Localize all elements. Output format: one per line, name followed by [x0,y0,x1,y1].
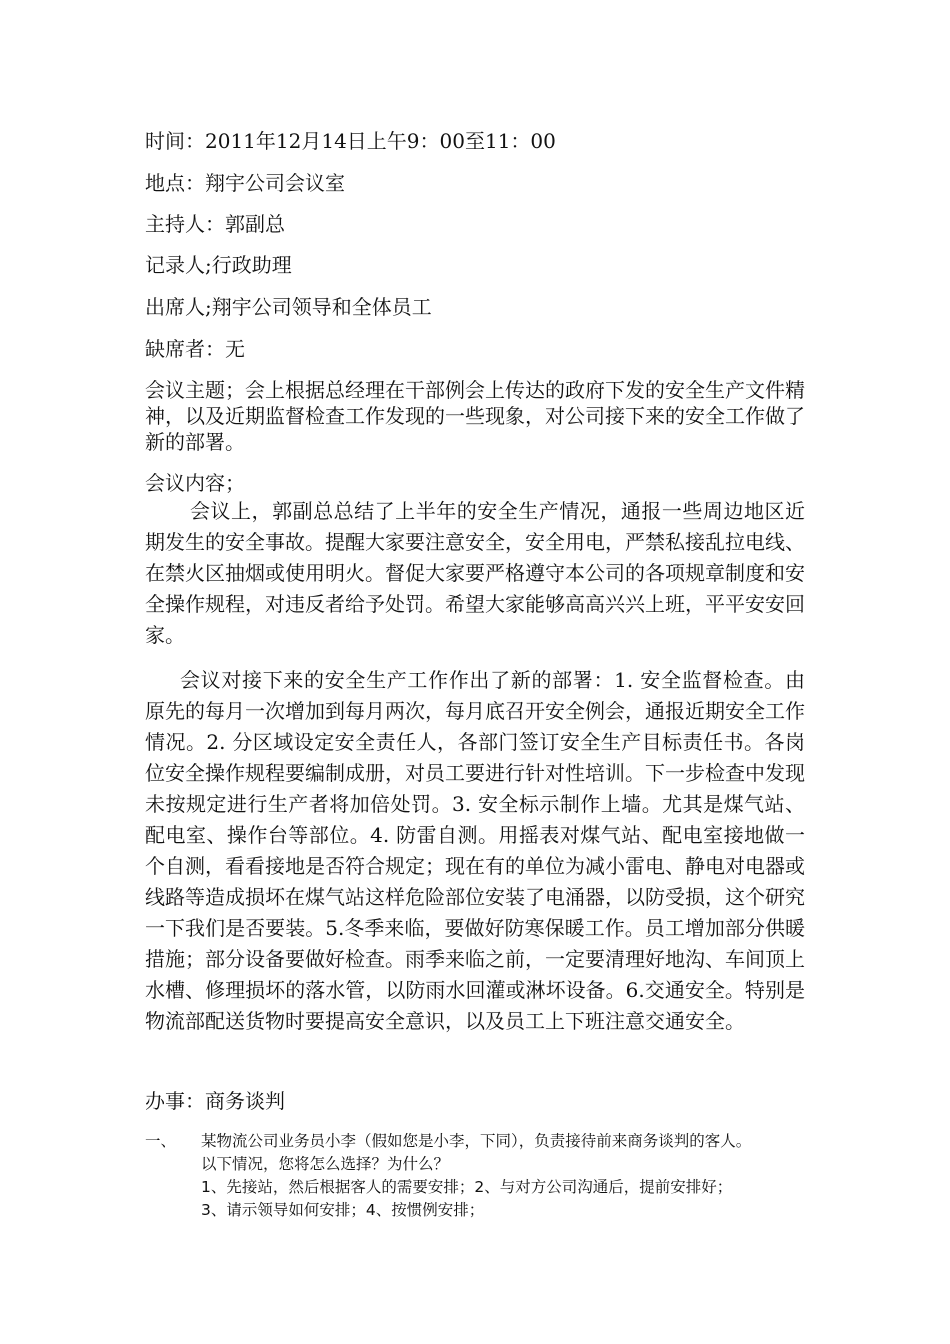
meeting-attendees: 出席人;翔宇公司领导和全体员工 [145,295,432,319]
meeting-absent: 缺席者：无 [145,337,245,361]
task-label: 办事：商务谈判 [145,1089,285,1113]
question-number: 一、 [145,1132,177,1150]
meeting-recorder: 记录人;行政助理 [145,253,292,277]
content-label: 会议内容； [145,471,245,495]
meeting-host: 主持人：郭副总 [145,212,285,236]
meeting-time: 时间：2011年12月14日上午9：00至11：00 [145,129,556,153]
question-options-line-1: 1、先接站，然后根据客人的需要安排；2、与对方公司沟通后，提前安排好； [201,1178,733,1196]
question-options-line-2: 3、请示领导如何安排；4、按惯例安排； [201,1201,485,1219]
question-body [201,1130,821,1222]
question-text-line-1: 某物流公司业务员小李（假如您是小李，下同），负责接待前来商务谈判的客人。 [201,1132,752,1150]
content-paragraph-1: 会议上，郭副总总结了上半年的安全生产情况，通报一些周边地区近期发生的安全事故。提醒大家要注意安全，安全用电，严禁私接乱拉电线、在禁火区抽烟或使用明火。督促大家要严格遵守本公司的各项规章制度和安全操作规程，对违反者给予处罚。希望大家能够高高兴兴上班，平平安安回家。 [145,499,805,647]
meeting-place: 地点：翔宇公司会议室 [145,171,345,195]
meeting-topic: 会议主题；会上根据总经理在干部例会上传达的政府下发的安全生产文件精神，以及近期监督检查工作发现的一些现象，对公司接下来的安全工作做了新的部署。 [145,378,805,454]
content-paragraph-2: 会议对接下来的安全生产工作作出了新的部署：1. 安全监督检查。由原先的每月一次增加到每月两次，每月底召开安全例会，通报近期安全工作情况。2. 分区域设定安全责任人，各部门签订安全生产目标责任书。各岗位安全操作规程要编制成册，对员工要进行针对性培训。下一步检查中发现未按规定进行生产者将加倍处罚。3. 安全标示制作上墙。尤其是煤气站、配电室、操作台等部位。4. 防雷自测。用摇表对煤气站、配电室接地做一个自测，看看接地是否符合规定；现在有的单位为减小雷电、静电对电器或线路等造成损坏在煤气站这样危险部位安装了电涌器，以防受损，这个研究一下我们是否要装。5.冬季来临，要做好防寒保暖工作。员工增加部分供暖措施；部分设备要做好检查。雨季来临之前，一定要清理好地沟、车间顶上水槽、修理损坏的落水管，以防雨水回灌或淋坏设备。6.交通安全。特别是物流部配送货物时要提高安全意识，以及员工上下班注意交通安全。 [145,668,805,1033]
question-text-line-2: 以下情况，您将怎么选择？为什么？ [201,1155,450,1173]
